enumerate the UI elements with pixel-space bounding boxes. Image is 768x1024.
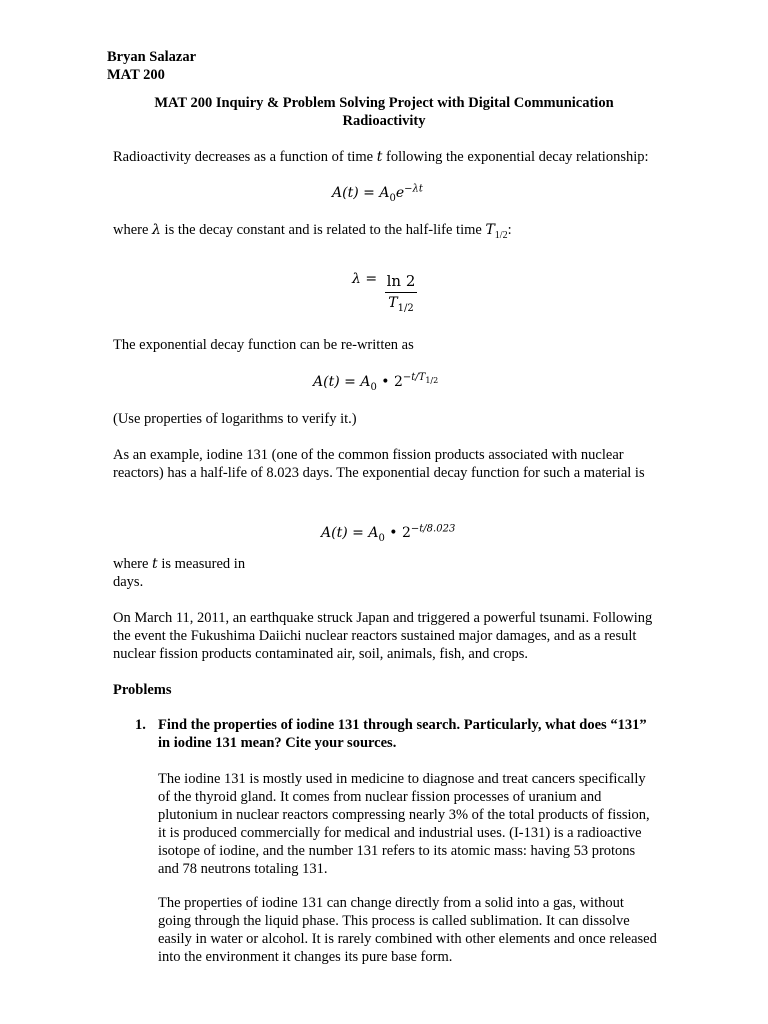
lambda-definition: where λ is the decay constant and is related to the half-life time $T_{1/2}$: (113, 222, 512, 241)
document-title: MAT 200 Inquiry & Problem Solving Project with Digital Communication (154, 95, 614, 111)
fraction-numerator: ln 2 (386, 272, 416, 290)
fraction-denominator: $T_{1/2}$ (388, 295, 414, 314)
fukushima-paragraph: On March 11, 2011, an earthquake struck Japan and triggered a powerful tsunami. Following the event the Fukushima Daiichi nuclear reactors sustained major damages, and as a result nuclear fission products contaminated air, soil, animals, fish, and crops. (113, 610, 653, 662)
problems-heading: Problems (113, 682, 172, 698)
decay-equation: $A(t) = A_0e^{-\lambda t}$ (332, 183, 423, 204)
rewritten-text: The exponential decay function can be re-written as (113, 337, 414, 353)
iodine-example-paragraph: As an example, iodine 131 (one of the common fission products associated with nuclear reactors) has a half-life of 8.023 days. The exponential decay function for such a material is (113, 447, 645, 481)
problem-question: Find the properties of iodine 131 through search. Particularly, what does “131” in iodine 131 mean? Cite your sources. (158, 717, 647, 751)
fraction-bar (385, 292, 417, 293)
answer-paragraph-1: The iodine 131 is mostly used in medicine to diagnose and treat cancers specifically of the thyroid gland. It comes from nuclear fission processes of uranium and plutonium in nuclear reactors compressing nearly 3% of the total products of fission, it is produced commercially for medical and industrial uses. (I-131) is a radioactive isotope of iodine, and the number 131 refers to its atomic mass: having 53 protons and 78 neutrons totaling 131. (158, 771, 650, 877)
time-units-note: where t is measured in days. (113, 556, 246, 590)
course-code: MAT 200 (107, 67, 165, 83)
lambda-fraction (385, 272, 417, 318)
iodine-equation: $A(t) = A_0$ • $2^{-t/8.023}$ (321, 523, 456, 544)
verify-note: (Use properties of logarithms to verify it.) (113, 411, 357, 427)
intro-paragraph: Radioactivity decreases as a function of time t following the exponential decay relationship: (113, 149, 649, 165)
time-variable: t (376, 149, 383, 165)
author-name: Bryan Salazar (107, 49, 197, 65)
document-subtitle: Radioactivity (342, 113, 426, 129)
answer-paragraph-2: The properties of iodine 131 can change directly from a solid into a gas, without going through the liquid phase. This process is called sublimation. It can dissolve easily in water or alcohol. It is rarely combined with other elements and once released into the environment it changes its pure base form. (158, 895, 657, 965)
base2-equation: $A(t) = A_0$ • $2^{-t/T_{1/2}}$ (313, 372, 439, 393)
problem-number: 1. (135, 717, 146, 733)
lambda-equation-lhs: λ = (352, 271, 378, 287)
